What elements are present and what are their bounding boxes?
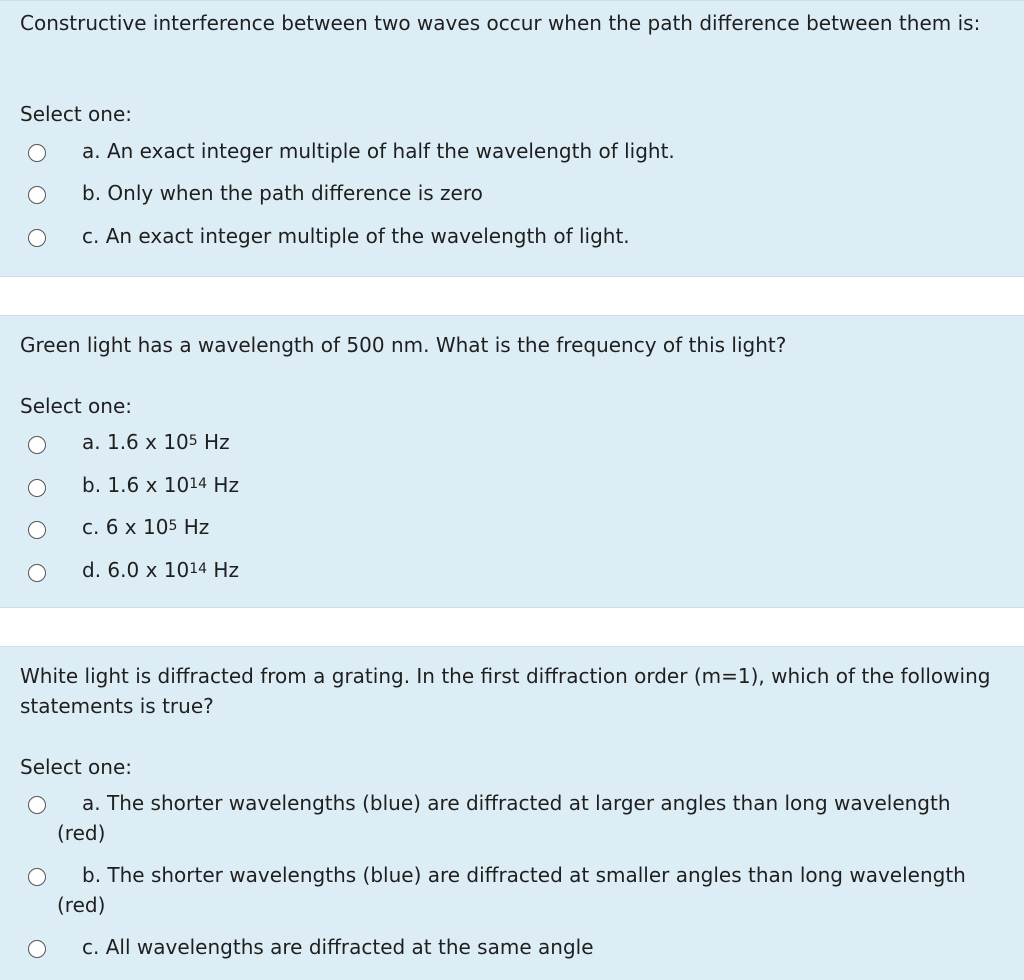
- select-one-prompt: Select one:: [20, 102, 133, 126]
- radio-button[interactable]: [28, 521, 46, 539]
- option-label: a. An exact integer multiple of half the wavelength of light.: [82, 139, 675, 163]
- option-label: c. All wavelengths are diffracted at the same angle: [82, 935, 594, 959]
- exponent: 14: [189, 561, 208, 577]
- exponent: 14: [189, 476, 208, 492]
- question-2-block: [0, 315, 1024, 608]
- question-text: Green light has a wavelength of 500 nm. What is the frequency of this light?: [20, 333, 787, 357]
- option-label: b. Only when the path difference is zero: [82, 181, 483, 205]
- option-label: b. 1.6 x $10^{14}$ Hz: [82, 473, 239, 497]
- question-text: Constructive interference between two waves occur when the path difference between them is:: [20, 11, 981, 35]
- radio-button[interactable]: [28, 940, 46, 958]
- question-3-block: [0, 646, 1024, 980]
- exponent: 5: [188, 433, 198, 449]
- radio-button[interactable]: [28, 868, 46, 886]
- question-1-block: [0, 0, 1024, 277]
- select-one-prompt: Select one:: [20, 394, 133, 418]
- radio-button[interactable]: [28, 436, 46, 454]
- radio-button[interactable]: [28, 564, 46, 582]
- question-text: White light is diffracted from a grating. In the first diffraction order (m=1), which of the following statements is true?: [20, 664, 991, 718]
- option-label: a. The shorter wavelengths (blue) are diffracted at larger angles than long wavelength (red): [57, 791, 951, 845]
- option-label: a. 1.6 x $10^5$ Hz: [82, 430, 230, 454]
- radio-button[interactable]: [28, 186, 46, 204]
- radio-button[interactable]: [28, 229, 46, 247]
- option-label: c. An exact integer multiple of the wavelength of light.: [82, 224, 630, 248]
- radio-button[interactable]: [28, 479, 46, 497]
- option-label: b. The shorter wavelengths (blue) are diffracted at smaller angles than long wavelength (red): [57, 863, 966, 917]
- radio-button[interactable]: [28, 796, 46, 814]
- radio-button[interactable]: [28, 144, 46, 162]
- option-label: c. 6 x $10^5$ Hz: [82, 515, 210, 539]
- exponent: 5: [168, 518, 178, 534]
- select-one-prompt: Select one:: [20, 755, 133, 779]
- option-label: d. 6.0 x $10^{14}$ Hz: [82, 558, 239, 582]
